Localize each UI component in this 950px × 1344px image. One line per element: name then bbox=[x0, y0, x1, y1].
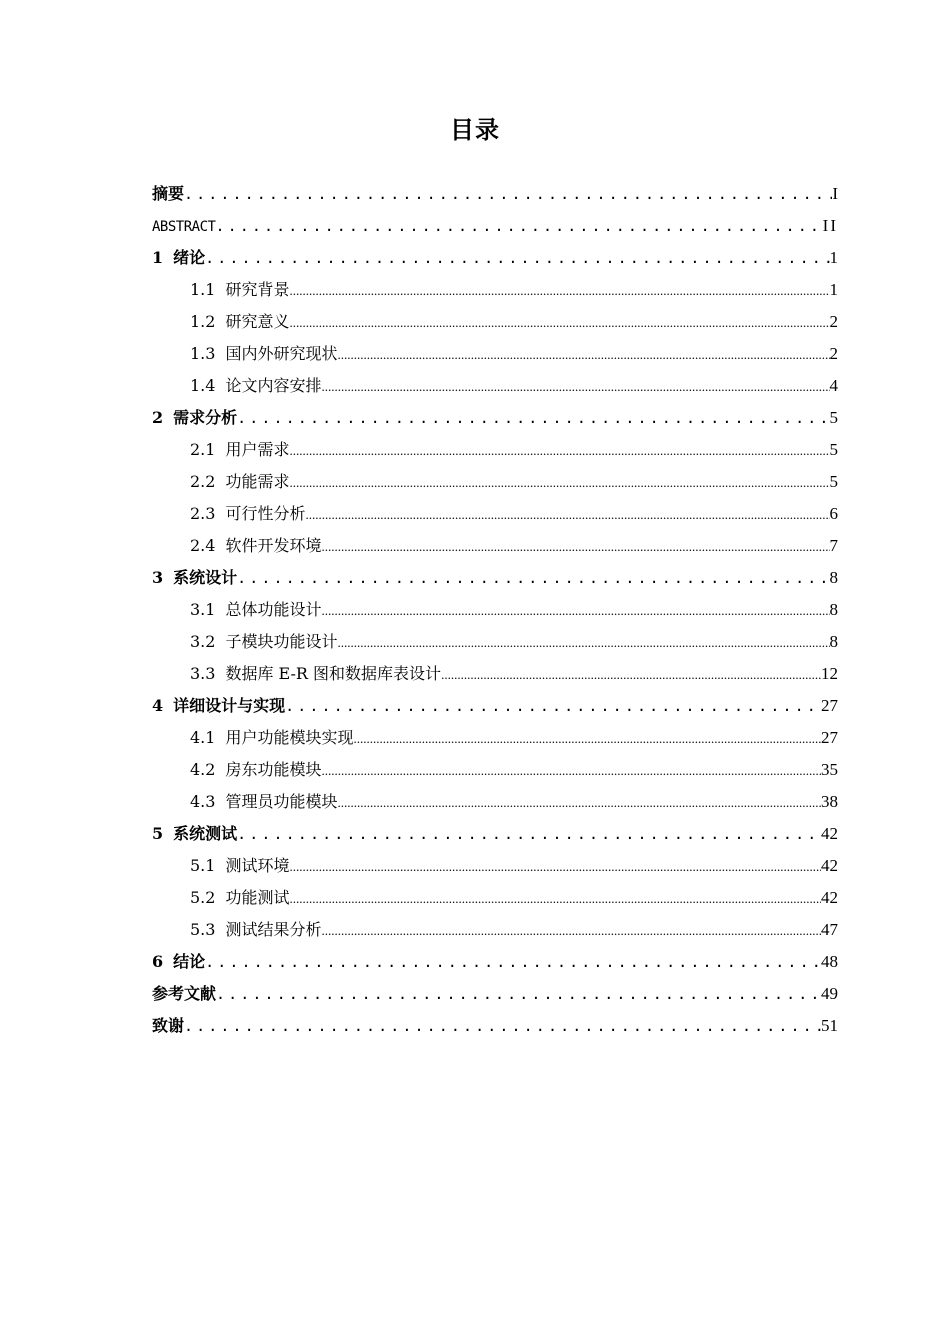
toc-entry-title: 用户功能模块实现 bbox=[225, 728, 354, 747]
toc-entry-section[interactable] bbox=[152, 786, 838, 818]
toc-entry-section[interactable] bbox=[152, 882, 838, 914]
toc-entry-section[interactable] bbox=[152, 914, 838, 946]
toc-leader-dots bbox=[237, 402, 829, 434]
toc-entry-chapter[interactable] bbox=[152, 946, 838, 978]
toc-page-number: 5 bbox=[829, 440, 838, 459]
toc-page-number: 1 bbox=[829, 280, 838, 299]
toc-entry-label bbox=[190, 530, 321, 562]
toc-entry-label bbox=[190, 274, 289, 306]
toc-entry-title: 研究意义 bbox=[225, 312, 290, 331]
toc-leader-dots bbox=[305, 499, 829, 530]
toc-entry-label bbox=[152, 690, 285, 722]
toc-entry-title: 功能测试 bbox=[225, 888, 290, 907]
toc-entry-label bbox=[190, 434, 289, 466]
toc-entry-title: 结论 bbox=[173, 952, 206, 971]
toc-entry-title: 用户需求 bbox=[225, 440, 290, 459]
toc-entry-label bbox=[152, 242, 205, 274]
toc-leader-dots bbox=[289, 275, 829, 306]
toc-entry-chapter[interactable] bbox=[152, 242, 838, 274]
toc-leader-dots bbox=[205, 242, 829, 274]
toc-entry-label bbox=[190, 722, 353, 754]
toc-entry-title: 软件开发环境 bbox=[225, 536, 322, 555]
toc-entry-chapter[interactable] bbox=[152, 1010, 838, 1042]
toc-entry-number: 1.4 bbox=[190, 376, 216, 395]
toc-entry-title: 国内外研究现状 bbox=[225, 344, 338, 363]
toc-leader-dots bbox=[215, 210, 822, 242]
toc-entry-label bbox=[190, 626, 337, 658]
toc-entry-title: 致谢 bbox=[152, 1016, 185, 1035]
toc-page-number: 2 bbox=[829, 312, 838, 331]
toc-leader-dots bbox=[321, 915, 821, 946]
toc-entry-chapter[interactable] bbox=[152, 562, 838, 594]
toc-entry-section[interactable] bbox=[152, 274, 838, 306]
toc-entry-number: 2.2 bbox=[190, 472, 216, 491]
toc-entry-label bbox=[152, 946, 205, 978]
toc-entry-number: 3 bbox=[152, 568, 164, 587]
toc-entry-number: 1.2 bbox=[190, 312, 216, 331]
table-of-contents bbox=[152, 178, 838, 1042]
toc-leader-dots bbox=[184, 1010, 821, 1042]
toc-entry-title: 管理员功能模块 bbox=[225, 792, 338, 811]
toc-leader-dots bbox=[289, 851, 821, 882]
toc-entry-label bbox=[190, 754, 321, 786]
toc-entry-label bbox=[190, 338, 337, 370]
toc-leader-dots bbox=[337, 787, 821, 818]
toc-entry-number: 2.1 bbox=[190, 440, 216, 459]
toc-leader-dots bbox=[289, 435, 829, 466]
toc-page-number: 8 bbox=[829, 568, 838, 587]
toc-leader-dots bbox=[285, 690, 821, 722]
toc-entry-title: 绪论 bbox=[173, 248, 206, 267]
toc-entry-section[interactable] bbox=[152, 498, 838, 530]
toc-entry-label bbox=[190, 658, 441, 690]
toc-leader-dots bbox=[216, 978, 821, 1010]
toc-entry-label bbox=[190, 850, 289, 882]
toc-page-number: 6 bbox=[829, 504, 838, 523]
toc-entry-number: 5.3 bbox=[190, 920, 216, 939]
toc-page-number: 42 bbox=[821, 856, 838, 875]
toc-page-number: 51 bbox=[821, 1016, 838, 1035]
toc-entry-number: 5.1 bbox=[190, 856, 216, 875]
toc-entry-chapter[interactable] bbox=[152, 402, 838, 434]
toc-entry-chapter[interactable] bbox=[152, 818, 838, 850]
toc-leader-dots bbox=[237, 562, 829, 594]
toc-page-number: 38 bbox=[821, 792, 838, 811]
toc-entry-number: 1.1 bbox=[190, 280, 216, 299]
toc-entry-section[interactable] bbox=[152, 754, 838, 786]
toc-leader-dots bbox=[205, 946, 821, 978]
toc-page-number: 27 bbox=[821, 728, 838, 747]
toc-entry-section[interactable] bbox=[152, 850, 838, 882]
toc-entry-label bbox=[190, 306, 289, 338]
toc-page-number: 5 bbox=[829, 408, 838, 427]
toc-entry-section[interactable] bbox=[152, 626, 838, 658]
toc-entry-section[interactable] bbox=[152, 658, 838, 690]
toc-entry-label bbox=[190, 914, 321, 946]
toc-leader-dots bbox=[289, 883, 821, 914]
toc-entry-label bbox=[190, 498, 305, 530]
toc-entry-chapter[interactable] bbox=[152, 178, 838, 210]
toc-leader-dots bbox=[321, 595, 829, 626]
toc-entry-section[interactable] bbox=[152, 306, 838, 338]
toc-entry-title: 总体功能设计 bbox=[225, 600, 322, 619]
toc-entry-title: 子模块功能设计 bbox=[225, 632, 338, 651]
toc-entry-chapter[interactable] bbox=[152, 690, 838, 722]
toc-entry-label bbox=[152, 978, 216, 1010]
toc-leader-dots bbox=[289, 467, 829, 498]
toc-page-number: 8 bbox=[829, 600, 838, 619]
toc-page-number: 27 bbox=[821, 696, 838, 715]
toc-entry-label bbox=[190, 594, 321, 626]
toc-leader-dots bbox=[441, 659, 821, 690]
toc-entry-title: 参考文献 bbox=[152, 984, 217, 1003]
toc-page-number: 49 bbox=[821, 984, 838, 1003]
toc-leader-dots bbox=[289, 307, 829, 338]
toc-entry-number: 1.3 bbox=[190, 344, 216, 363]
toc-entry-title: 数据库 E-R 图和数据库表设计 bbox=[225, 664, 442, 683]
toc-entry-title: 系统设计 bbox=[173, 568, 238, 587]
toc-page-number: 4 bbox=[829, 376, 838, 395]
toc-entry-number: 2.3 bbox=[190, 504, 216, 523]
toc-entry-section[interactable] bbox=[152, 594, 838, 626]
toc-entry-label bbox=[152, 402, 237, 434]
toc-page-number: 8 bbox=[829, 632, 838, 651]
toc-entry-label bbox=[152, 1010, 184, 1042]
toc-entry-number: 6 bbox=[152, 952, 164, 971]
toc-entry-title: 功能需求 bbox=[225, 472, 290, 491]
toc-leader-dots bbox=[321, 531, 829, 562]
page-title: 目录 bbox=[450, 116, 500, 144]
toc-page-number: 2 bbox=[829, 344, 838, 363]
toc-entry-title: 测试环境 bbox=[225, 856, 290, 875]
toc-entry-number: 4.1 bbox=[190, 728, 216, 747]
toc-page-number: 47 bbox=[821, 920, 838, 939]
toc-entry-number: 5 bbox=[152, 824, 164, 843]
toc-entry-label bbox=[190, 466, 289, 498]
toc-entry-number: 3.3 bbox=[190, 664, 216, 683]
toc-entry-number: 2 bbox=[152, 408, 164, 427]
toc-entry-title: 房东功能模块 bbox=[225, 760, 322, 779]
toc-entry-chapter[interactable] bbox=[152, 978, 838, 1010]
toc-entry-section[interactable] bbox=[152, 530, 838, 562]
toc-leader-dots bbox=[321, 755, 821, 786]
toc-entry-number: 4.2 bbox=[190, 760, 216, 779]
toc-entry-title: 需求分析 bbox=[173, 408, 238, 427]
toc-entry-section[interactable] bbox=[152, 722, 838, 754]
toc-entry-section[interactable] bbox=[152, 338, 838, 370]
toc-entry-number: 4 bbox=[152, 696, 164, 715]
toc-leader-dots bbox=[184, 178, 832, 210]
toc-entry-label bbox=[190, 370, 321, 402]
toc-leader-dots bbox=[321, 371, 829, 402]
toc-page-number: I bbox=[832, 184, 838, 203]
toc-entry-section[interactable] bbox=[152, 466, 838, 498]
toc-entry-title: 可行性分析 bbox=[225, 504, 306, 523]
toc-entry-number: 3.2 bbox=[190, 632, 216, 651]
toc-entry-number: 5.2 bbox=[190, 888, 216, 907]
toc-page-number: 5 bbox=[829, 472, 838, 491]
toc-entry-label bbox=[152, 562, 237, 594]
toc-leader-dots bbox=[337, 627, 829, 658]
toc-leader-dots bbox=[337, 339, 829, 370]
toc-page-number: 35 bbox=[821, 760, 838, 779]
toc-leader-dots bbox=[237, 818, 821, 850]
toc-entry-label bbox=[152, 818, 237, 850]
toc-entry-title: 研究背景 bbox=[225, 280, 290, 299]
toc-entry-title: 系统测试 bbox=[173, 824, 238, 843]
toc-page-number: 48 bbox=[821, 952, 838, 971]
toc-page-number: 12 bbox=[821, 664, 838, 683]
toc-entry-section[interactable] bbox=[152, 434, 838, 466]
toc-entry-title: 详细设计与实现 bbox=[173, 696, 286, 715]
toc-entry-number: 1 bbox=[152, 248, 164, 267]
toc-entry-label bbox=[152, 178, 184, 210]
toc-entry-title: ABSTRACT bbox=[152, 219, 216, 235]
toc-entry-number: 2.4 bbox=[190, 536, 216, 555]
toc-leader-dots bbox=[353, 723, 821, 754]
toc-entry-label bbox=[190, 786, 337, 818]
toc-entry-number: 3.1 bbox=[190, 600, 216, 619]
toc-entry-title: 摘要 bbox=[152, 184, 185, 203]
toc-page-number: II bbox=[822, 216, 838, 235]
toc-entry-title: 测试结果分析 bbox=[225, 920, 322, 939]
toc-entry-chapter[interactable] bbox=[152, 210, 838, 242]
toc-page-number: 42 bbox=[821, 888, 838, 907]
toc-entry-label bbox=[190, 882, 289, 914]
toc-entry-number: 4.3 bbox=[190, 792, 216, 811]
toc-page-number: 42 bbox=[821, 824, 838, 843]
toc-page-number: 7 bbox=[829, 536, 838, 555]
toc-entry-section[interactable] bbox=[152, 370, 838, 402]
toc-page-number: 1 bbox=[829, 248, 838, 267]
toc-entry-label bbox=[152, 211, 215, 242]
toc-entry-title: 论文内容安排 bbox=[225, 376, 322, 395]
